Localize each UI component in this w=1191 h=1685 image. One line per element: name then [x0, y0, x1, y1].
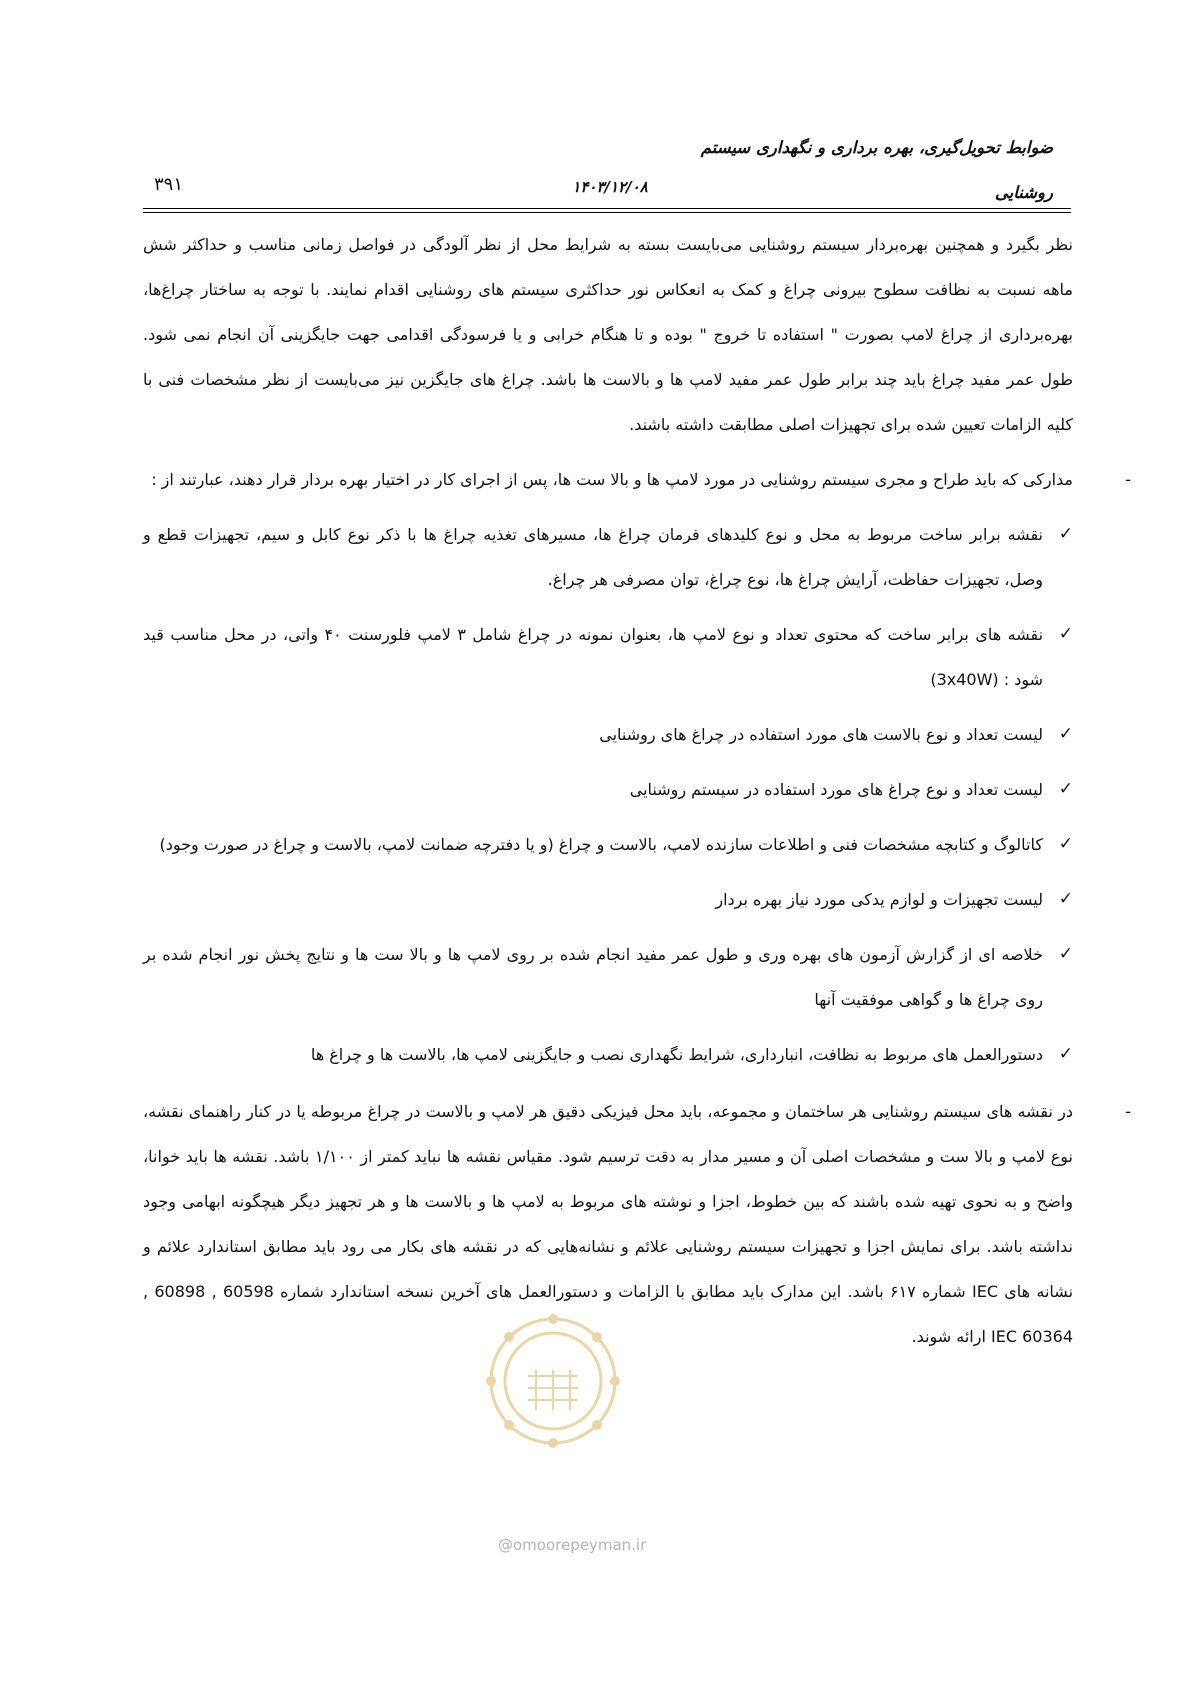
- checkmark-icon: ✓: [1058, 624, 1073, 644]
- checklist-item-text: لیست تعداد و نوع بالاست های مورد استفاده در چراغ های روشنایی: [599, 725, 1043, 744]
- dash-bullet-icon: -: [1125, 470, 1131, 489]
- header-date: ۱۴۰۳/۱۲/۰۸: [572, 178, 648, 196]
- checkmark-icon: ✓: [1058, 779, 1073, 799]
- watermark-seal-logo: [478, 1306, 628, 1456]
- checkmark-icon: ✓: [1058, 889, 1073, 909]
- dash-bullet-icon: -: [1125, 1102, 1131, 1121]
- checklist-item: [143, 767, 1073, 812]
- checkmark-icon: ✓: [1058, 724, 1073, 744]
- page-number: ۳۹۱: [154, 174, 184, 195]
- header-title-line2: روشنایی: [994, 183, 1053, 202]
- dash-item-text: در نقشه های سیستم روشنایی هر ساختمان و مجموعه، باید محل فیزیکی دقیق هر لامپ و بالاست در چراغ مربوطه یا در کنار راهنمای نقشه، نوع لامپ و بالا ست و مشخصات اصلی آن و مسیر مدار به دقت ترسیم شود. مقیاس نقشه ها نباید کمتر از ۱/۱۰۰ باشد. نقشه ها باید خوانا، واضح و به نحوی تهیه شده باشند که بین خطوط، اجزا و نوشته های مربوط به لامپ ها و بالاست ها و هر تجهیز دیگر هیچگونه ابهامی وجود نداشته باشد. برای نمایش اجزا و تجهیزات سیستم روشنایی علائم و نشانه‌هایی که در نقشه های بکار می رود باید مطابق استاندارد علائم و نشانه های IEC شماره ۶۱۷ باشد. این مدارک باید مطابق با الزامات و دستورالعمل های آخرین نسخه استاندارد شماره 60598 , 60898 , IEC 60364 ارائه شوند.: [143, 1102, 1074, 1346]
- watermark-url: @omoorepeyman.ir: [498, 1536, 647, 1554]
- header-title-line1: ضوابط تحویل‌گیری، بهره برداری و نگهداری سیستم: [700, 138, 1053, 157]
- dash-item-text: مدارکی که باید طراح و مجری سیستم روشنایی در مورد لامپ ها و بالا ست ها، پس از اجرای کار در اختیار بهره بردار قرار دهند، عبارتند از :: [151, 470, 1073, 489]
- checklist-item: [143, 877, 1073, 922]
- intro-paragraph: نظر بگیرد و همچنین بهره‌بردار سیستم روشنایی می‌بایست بسته به شرایط محل از نظر آلودگی در فواصل زمانی مناسب و حداکثر شش ماهه نسبت به نظافت سطوح بیرونی چراغ و کمک به انعکاس نور حداکثری سیستم های روشنایی اقدام نمایند. با توجه به ساختار چراغ‌ها، بهره‌برداری از چراغ لامپ بصورت " استفاده تا خروج " بوده و تا هنگام خرابی و یا فرسودگی اقدامی جهت جایگزینی آن انجام نمی شود. طول عمر مفید چراغ باید چند برابر طول عمر مفید لامپ ها و بالاست ها باشد. چراغ های جایگزین نیز می‌بایست از نظر مشخصات فنی با کلیه الزامات تعیین شده برای تجهیزات اصلی مطابقت داشته باشند.: [143, 235, 1073, 434]
- checklist-item: [143, 932, 1073, 1022]
- checklist-item: [143, 612, 1073, 702]
- header-divider-bottom: [143, 212, 1071, 213]
- checklist-item-text: دستورالعمل های مربوط به نظافت، انبارداری، شرایط نگهداری نصب و جایگزینی لامپ ها، بالاست ها و چراغ ها: [310, 1045, 1043, 1064]
- header-divider-top: [143, 208, 1071, 209]
- deliverables-checklist: [143, 512, 1073, 1077]
- body-content: [143, 222, 1131, 1359]
- checklist-item: [143, 712, 1073, 757]
- checkmark-icon: ✓: [1058, 524, 1073, 544]
- checklist-item-text: نقشه برابر ساخت مربوط به محل و نوع کلیدهای فرمان چراغ ها، مسیرهای تغذیه چراغ ها با ذکر نوع کابل و سیم، تجهیزات قطع و وصل، تجهیزات حفاظت، آرایش چراغ ها، نوع چراغ، توان مصرفی هر چراغ.: [143, 525, 1043, 589]
- checklist-item-text: لیست تعداد و نوع چراغ های مورد استفاده در سیستم روشنایی: [629, 780, 1043, 799]
- checklist-item-text: خلاصه ای از گزارش آزمون های بهره وری و طول عمر مفید انجام شده بر روی لامپ ها و بالا ست ها و نتایج پخش نور انجام شده بر روی چراغ ها و گواهی موفقیت آنها: [143, 945, 1043, 1009]
- header-title: [433, 135, 1053, 206]
- checkmark-icon: ✓: [1058, 834, 1073, 854]
- checklist-item: [143, 1032, 1073, 1077]
- checkmark-icon: ✓: [1058, 944, 1073, 964]
- checkmark-icon: ✓: [1058, 1044, 1073, 1064]
- checklist-item-text: نقشه های برابر ساخت که محتوی تعداد و نوع لامپ ها، بعنوان نمونه در چراغ شامل ۳ لامپ فلورسنت ۴۰ واتی، در محل مناسب قید شود : (3x40W): [143, 625, 1044, 689]
- checklist-item-text: کاتالوگ و کتابچه مشخصات فنی و اطلاعات سازنده لامپ، بالاست و چراغ (و یا دفترچه ضمانت لامپ، بالاست و چراغ در صورت وجود): [159, 835, 1043, 854]
- checklist-item: [143, 512, 1073, 602]
- checklist-item-text: لیست تجهیزات و لوازم یدکی مورد نیاز بهره بردار: [715, 890, 1043, 909]
- checklist-item: [143, 822, 1073, 867]
- dash-item-deliverables: [143, 457, 1131, 502]
